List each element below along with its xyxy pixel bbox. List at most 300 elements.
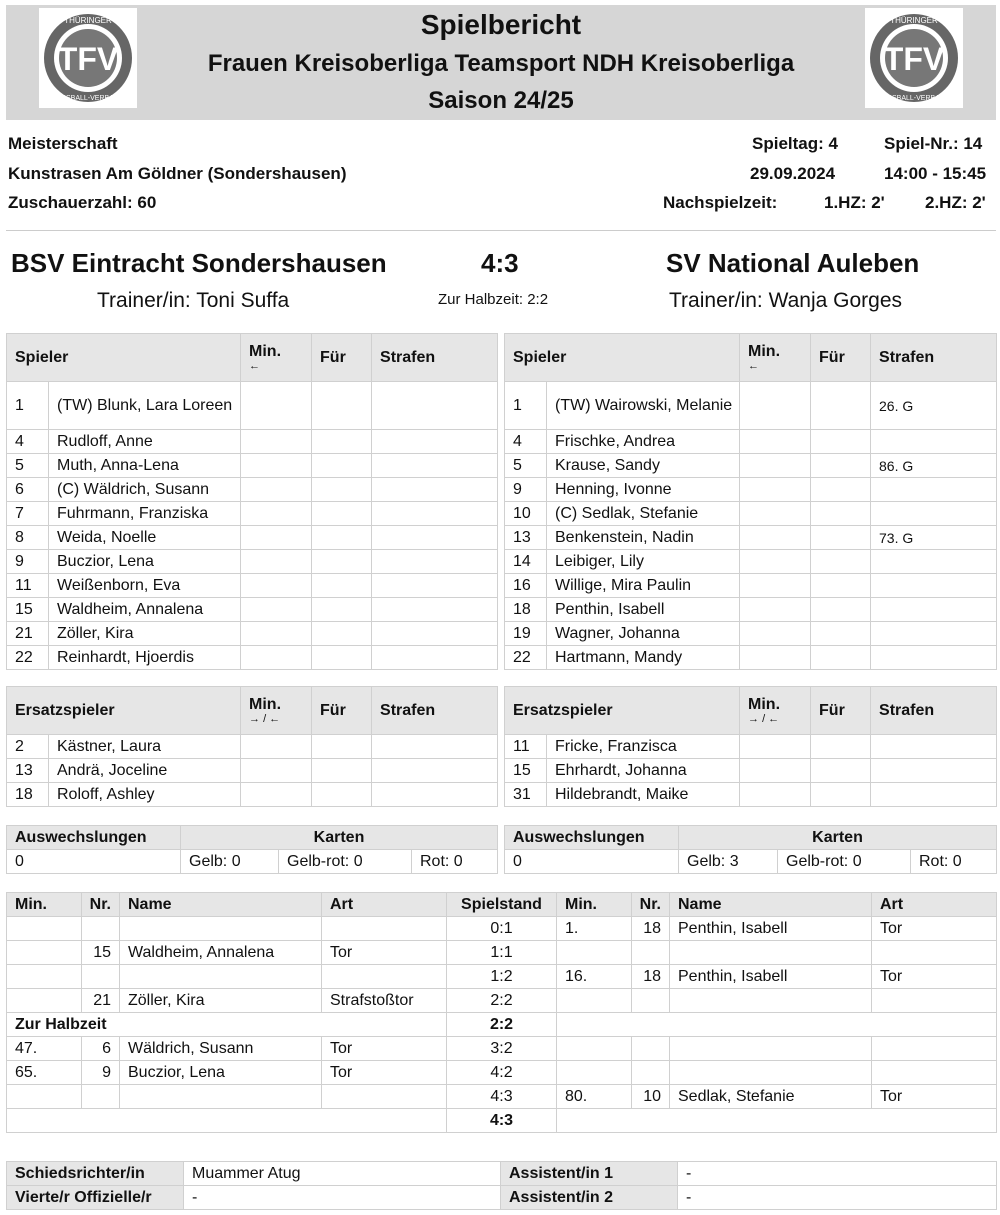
home-goal-scorer [120, 1085, 322, 1109]
subs-count-header: Auswechslungen [505, 826, 679, 850]
substitute-for [312, 759, 372, 783]
player-name: Benkenstein, Nadin [547, 526, 740, 550]
player-row [505, 574, 997, 598]
player-name: Penthin, Isabell [547, 598, 740, 622]
player-for [312, 502, 372, 526]
substitute-name: Andrä, Joceline [49, 759, 241, 783]
home-goal-type: Tor [322, 941, 447, 965]
substitute-name: Roloff, Ashley [49, 783, 241, 807]
player-minute [241, 454, 312, 478]
away-goal-type: Tor [872, 1085, 997, 1109]
player-name: Reinhardt, Hjoerdis [49, 646, 241, 670]
substitute-row [7, 783, 498, 807]
home-goal-minute [7, 917, 82, 941]
fourth-official-label: Vierte/r Offizielle/r [7, 1186, 184, 1210]
away-goal-scorer: Sedlak, Stefanie [670, 1085, 872, 1109]
away-goal-number [632, 1037, 670, 1061]
col-min: Min. → / ← [740, 687, 811, 735]
cards-header: Karten [679, 826, 997, 850]
substitute-name: Kästner, Laura [49, 735, 241, 759]
col-strafen: Strafen [871, 687, 997, 735]
home-subs-table [6, 686, 498, 807]
player-number: 5 [7, 454, 49, 478]
col-fuer: Für [811, 334, 871, 382]
col-sub-player: Ersatzspieler [7, 687, 241, 735]
away-goal-scorer: Penthin, Isabell [670, 965, 872, 989]
player-penalty [372, 502, 498, 526]
substitute-for [312, 735, 372, 759]
svg-text:THÜRINGER: THÜRINGER [64, 16, 112, 25]
empty-cell [557, 1013, 997, 1037]
player-penalty [372, 478, 498, 502]
player-penalty: 26. G [871, 382, 997, 430]
player-name: Frischke, Andrea [547, 430, 740, 454]
empty-cell [557, 1109, 997, 1133]
home-team: BSV Eintracht Sondershausen [11, 248, 387, 278]
col-goal-art: Art [872, 893, 997, 917]
away-goal-type: Tor [872, 965, 997, 989]
player-penalty [372, 646, 498, 670]
player-number: 7 [7, 502, 49, 526]
player-number: 18 [505, 598, 547, 622]
home-goal-type: Strafstoßtor [322, 989, 447, 1013]
substitute-for [811, 759, 871, 783]
final-score: 4:3 [481, 248, 519, 278]
player-minute [740, 382, 811, 430]
player-penalty [871, 502, 997, 526]
substitute-number: 15 [505, 759, 547, 783]
col-strafen: Strafen [871, 334, 997, 382]
away-goal-number [632, 1061, 670, 1085]
player-number: 6 [7, 478, 49, 502]
col-player: Spieler [505, 334, 740, 382]
player-row [7, 622, 498, 646]
divider [6, 230, 996, 231]
player-name: Waldheim, Annalena [49, 598, 241, 622]
col-strafen: Strafen [372, 687, 498, 735]
player-penalty [372, 622, 498, 646]
halftime-score: Zur Halbzeit: 2:2 [438, 291, 549, 308]
running-score: 0:1 [447, 917, 557, 941]
col-goal-art: Art [322, 893, 447, 917]
player-for [811, 574, 871, 598]
report-title: Spielbericht [420, 9, 582, 40]
player-penalty [871, 550, 997, 574]
player-row [505, 430, 997, 454]
svg-text:FUSSBALL-VERBAND: FUSSBALL-VERBAND [52, 95, 124, 102]
player-number: 14 [505, 550, 547, 574]
home-goal-type [322, 965, 447, 989]
player-penalty [871, 430, 997, 454]
substitute-row [505, 783, 997, 807]
player-for [811, 622, 871, 646]
cards-header: Karten [181, 826, 498, 850]
player-for [811, 430, 871, 454]
player-for [312, 478, 372, 502]
away-goal-number: 18 [632, 917, 670, 941]
away-summary-table [504, 825, 997, 874]
player-number: 9 [7, 550, 49, 574]
away-goal-scorer [670, 1061, 872, 1085]
home-goal-number: 9 [82, 1061, 120, 1085]
player-row [505, 550, 997, 574]
player-name: Krause, Sandy [547, 454, 740, 478]
player-number: 10 [505, 502, 547, 526]
player-name: (TW) Blunk, Lara Loreen [49, 382, 241, 430]
away-goal-scorer [670, 989, 872, 1013]
player-row [505, 502, 997, 526]
matchday: Spieltag: 4 [752, 134, 838, 153]
player-minute [241, 526, 312, 550]
home-goal-scorer: Wäldrich, Susann [120, 1037, 322, 1061]
player-name: (C) Sedlak, Stefanie [547, 502, 740, 526]
substitute-row [505, 759, 997, 783]
player-number: 15 [7, 598, 49, 622]
player-penalty [372, 574, 498, 598]
player-for [811, 382, 871, 430]
svg-text:TFV: TFV [57, 41, 119, 77]
player-name: Willige, Mira Paulin [547, 574, 740, 598]
player-row [7, 454, 498, 478]
col-player: Spieler [7, 334, 241, 382]
player-minute [740, 622, 811, 646]
player-minute [241, 502, 312, 526]
player-for [811, 550, 871, 574]
player-minute [740, 574, 811, 598]
away-goal-type [872, 989, 997, 1013]
player-penalty: 86. G [871, 454, 997, 478]
match-date: 29.09.2024 [750, 164, 836, 183]
player-name: (C) Wäldrich, Susann [49, 478, 241, 502]
goal-row [7, 917, 997, 941]
substitute-number: 2 [7, 735, 49, 759]
player-minute [740, 454, 811, 478]
svg-text:THÜRINGER: THÜRINGER [890, 16, 938, 25]
away-lineup-table [504, 333, 997, 670]
assistant2-name: - [678, 1186, 997, 1210]
goal-row [7, 1061, 997, 1085]
player-for [811, 454, 871, 478]
home-goal-number [82, 1085, 120, 1109]
player-minute [740, 646, 811, 670]
col-goal-min: Min. [7, 893, 82, 917]
substitute-for [811, 783, 871, 807]
goals-table [6, 892, 997, 1133]
home-subs-count: 0 [7, 850, 181, 874]
home-goal-type [322, 1085, 447, 1109]
player-for [811, 526, 871, 550]
player-row [7, 574, 498, 598]
away-goal-scorer: Penthin, Isabell [670, 917, 872, 941]
substitute-penalty [372, 783, 498, 807]
substitute-minute [740, 735, 811, 759]
substitute-number: 18 [7, 783, 49, 807]
home-goal-minute [7, 941, 82, 965]
substitute-name: Fricke, Franzisca [547, 735, 740, 759]
away-goal-number [632, 941, 670, 965]
col-min: Min. ← [241, 334, 312, 382]
home-trainer: Trainer/in: Toni Suffa [97, 289, 290, 312]
away-goal-number [632, 989, 670, 1013]
col-sub-player: Ersatzspieler [505, 687, 740, 735]
svg-text:TFV: TFV [883, 41, 945, 77]
player-name: Muth, Anna-Lena [49, 454, 241, 478]
player-for [312, 622, 372, 646]
player-penalty [372, 598, 498, 622]
player-name: Weida, Noelle [49, 526, 241, 550]
substitute-number: 11 [505, 735, 547, 759]
away-goal-minute: 1. [557, 917, 632, 941]
away-goal-number: 10 [632, 1085, 670, 1109]
col-goal-nr: Nr. [632, 893, 670, 917]
player-number: 4 [7, 430, 49, 454]
player-penalty [871, 598, 997, 622]
away-goal-minute [557, 1037, 632, 1061]
player-minute [241, 430, 312, 454]
goal-row [7, 965, 997, 989]
player-number: 9 [505, 478, 547, 502]
player-penalty [871, 478, 997, 502]
player-minute [740, 430, 811, 454]
player-penalty [871, 574, 997, 598]
home-red: Rot: 0 [412, 850, 498, 874]
player-minute [241, 478, 312, 502]
away-goal-minute: 80. [557, 1085, 632, 1109]
referee-name: Muammer Atug [184, 1162, 501, 1186]
away-goal-scorer [670, 1037, 872, 1061]
substitute-minute [241, 735, 312, 759]
halftime-label: Zur Halbzeit [7, 1013, 447, 1037]
home-goal-minute [7, 1085, 82, 1109]
substitute-row [505, 735, 997, 759]
away-subs-table [504, 686, 997, 807]
home-goal-scorer: Buczior, Lena [120, 1061, 322, 1085]
player-name: Buczior, Lena [49, 550, 241, 574]
home-goal-scorer [120, 917, 322, 941]
player-minute [740, 550, 811, 574]
competition-type: Meisterschaft [8, 134, 118, 153]
player-minute [740, 526, 811, 550]
player-row [7, 502, 498, 526]
stoppage-second-half: 2.HZ: 2' [925, 193, 986, 212]
player-penalty [372, 454, 498, 478]
player-for [312, 646, 372, 670]
running-score: 1:1 [447, 941, 557, 965]
player-row [505, 646, 997, 670]
player-number: 4 [505, 430, 547, 454]
player-name: (TW) Wairowski, Melanie [547, 382, 740, 430]
player-for [312, 598, 372, 622]
away-goal-type: Tor [872, 917, 997, 941]
substitute-minute [241, 759, 312, 783]
player-name: Rudloff, Anne [49, 430, 241, 454]
venue: Kunstrasen Am Göldner (Sondershausen) [8, 164, 347, 183]
match-time: 14:00 - 15:45 [884, 164, 987, 183]
player-name: Leibiger, Lily [547, 550, 740, 574]
player-minute [740, 502, 811, 526]
home-goal-number: 21 [82, 989, 120, 1013]
stoppage-label: Nachspielzeit: [663, 193, 778, 212]
player-number: 8 [7, 526, 49, 550]
home-goal-number [82, 917, 120, 941]
col-fuer: Für [811, 687, 871, 735]
home-goal-scorer: Waldheim, Annalena [120, 941, 322, 965]
substitute-penalty [871, 735, 997, 759]
substitute-penalty [871, 783, 997, 807]
svg-text:FUSSBALL-VERBAND: FUSSBALL-VERBAND [878, 95, 950, 102]
goal-row [7, 1085, 997, 1109]
player-minute [241, 574, 312, 598]
player-penalty [871, 646, 997, 670]
player-minute [241, 646, 312, 670]
home-summary-table [6, 825, 498, 874]
player-for [811, 478, 871, 502]
player-row [7, 550, 498, 574]
player-penalty [372, 430, 498, 454]
player-row [505, 622, 997, 646]
home-goal-minute: 47. [7, 1037, 82, 1061]
substitute-penalty [871, 759, 997, 783]
col-strafen: Strafen [372, 334, 498, 382]
away-team: SV National Auleben [666, 248, 920, 278]
away-red: Rot: 0 [911, 850, 997, 874]
player-for [811, 646, 871, 670]
player-for [312, 454, 372, 478]
player-row [505, 454, 997, 478]
player-name: Hartmann, Mandy [547, 646, 740, 670]
player-row [7, 526, 498, 550]
col-min: Min. ← [740, 334, 811, 382]
running-score: 2:2 [447, 989, 557, 1013]
player-number: 1 [505, 382, 547, 430]
player-penalty [372, 550, 498, 574]
player-name: Zöller, Kira [49, 622, 241, 646]
col-fuer: Für [312, 334, 372, 382]
col-goal-min: Min. [557, 893, 632, 917]
player-number: 5 [505, 454, 547, 478]
player-row [505, 478, 997, 502]
player-name: Henning, Ivonne [547, 478, 740, 502]
home-lineup-table [6, 333, 498, 670]
subs-count-header: Auswechslungen [7, 826, 181, 850]
running-score: 3:2 [447, 1037, 557, 1061]
substitute-minute [241, 783, 312, 807]
substitute-name: Ehrhardt, Johanna [547, 759, 740, 783]
player-row [505, 598, 997, 622]
substitute-for [811, 735, 871, 759]
col-goal-score: Spielstand [447, 893, 557, 917]
goal-row [7, 941, 997, 965]
substitute-for [312, 783, 372, 807]
running-score: 4:2 [447, 1061, 557, 1085]
player-for [312, 550, 372, 574]
home-goal-minute [7, 965, 82, 989]
goal-row [7, 989, 997, 1013]
player-penalty: 73. G [871, 526, 997, 550]
player-number: 16 [505, 574, 547, 598]
home-goal-type: Tor [322, 1061, 447, 1085]
away-goal-type [872, 1061, 997, 1085]
player-for [312, 574, 372, 598]
player-name: Fuhrmann, Franziska [49, 502, 241, 526]
player-penalty [372, 382, 498, 430]
player-name: Weißenborn, Eva [49, 574, 241, 598]
player-number: 21 [7, 622, 49, 646]
substitute-number: 31 [505, 783, 547, 807]
substitute-penalty [372, 735, 498, 759]
player-minute [241, 550, 312, 574]
substitute-number: 13 [7, 759, 49, 783]
goal-row [7, 1109, 997, 1133]
assistant2-label: Assistent/in 2 [501, 1186, 678, 1210]
col-fuer: Für [312, 687, 372, 735]
home-yellow: Gelb: 0 [181, 850, 279, 874]
game-number: Spiel-Nr.: 14 [884, 134, 983, 153]
col-goal-nr: Nr. [82, 893, 120, 917]
substitute-name: Hildebrandt, Maike [547, 783, 740, 807]
player-row [505, 382, 997, 430]
away-subs-count: 0 [505, 850, 679, 874]
col-goal-name: Name [120, 893, 322, 917]
col-goal-name: Name [670, 893, 872, 917]
assistant1-label: Assistent/in 1 [501, 1162, 678, 1186]
player-number: 22 [505, 646, 547, 670]
player-minute [241, 598, 312, 622]
col-min: Min. → / ← [241, 687, 312, 735]
halftime-score: 2:2 [447, 1013, 557, 1037]
running-score: 1:2 [447, 965, 557, 989]
substitute-minute [740, 783, 811, 807]
player-for [312, 382, 372, 430]
home-goal-minute [7, 989, 82, 1013]
away-goal-minute [557, 989, 632, 1013]
player-minute [740, 598, 811, 622]
report-header [6, 5, 996, 120]
away-goal-scorer [670, 941, 872, 965]
player-for [312, 430, 372, 454]
home-goal-scorer: Zöller, Kira [120, 989, 322, 1013]
home-goal-type [322, 917, 447, 941]
player-number: 11 [7, 574, 49, 598]
home-goal-number: 6 [82, 1037, 120, 1061]
home-goal-type: Tor [322, 1037, 447, 1061]
player-number: 13 [505, 526, 547, 550]
away-goal-type [872, 1037, 997, 1061]
player-minute [241, 382, 312, 430]
away-yellow: Gelb: 3 [679, 850, 778, 874]
home-goal-number: 15 [82, 941, 120, 965]
player-name: Wagner, Johanna [547, 622, 740, 646]
running-score: 4:3 [447, 1085, 557, 1109]
season: Saison 24/25 [428, 87, 574, 114]
away-goal-type [872, 941, 997, 965]
player-row [7, 430, 498, 454]
substitute-minute [740, 759, 811, 783]
league-name: Frauen Kreisoberliga Teamsport NDH Kreisoberliga [207, 50, 795, 77]
home-goal-number [82, 965, 120, 989]
stoppage-first-half: 1.HZ: 2' [824, 193, 885, 212]
substitute-penalty [372, 759, 498, 783]
home-goal-minute: 65. [7, 1061, 82, 1085]
home-yellow-red: Gelb-rot: 0 [279, 850, 412, 874]
home-goal-scorer [120, 965, 322, 989]
substitute-row [7, 735, 498, 759]
spectators: Zuschauerzahl: 60 [8, 193, 157, 212]
player-row [7, 478, 498, 502]
player-penalty [372, 526, 498, 550]
player-row [505, 526, 997, 550]
player-for [312, 526, 372, 550]
